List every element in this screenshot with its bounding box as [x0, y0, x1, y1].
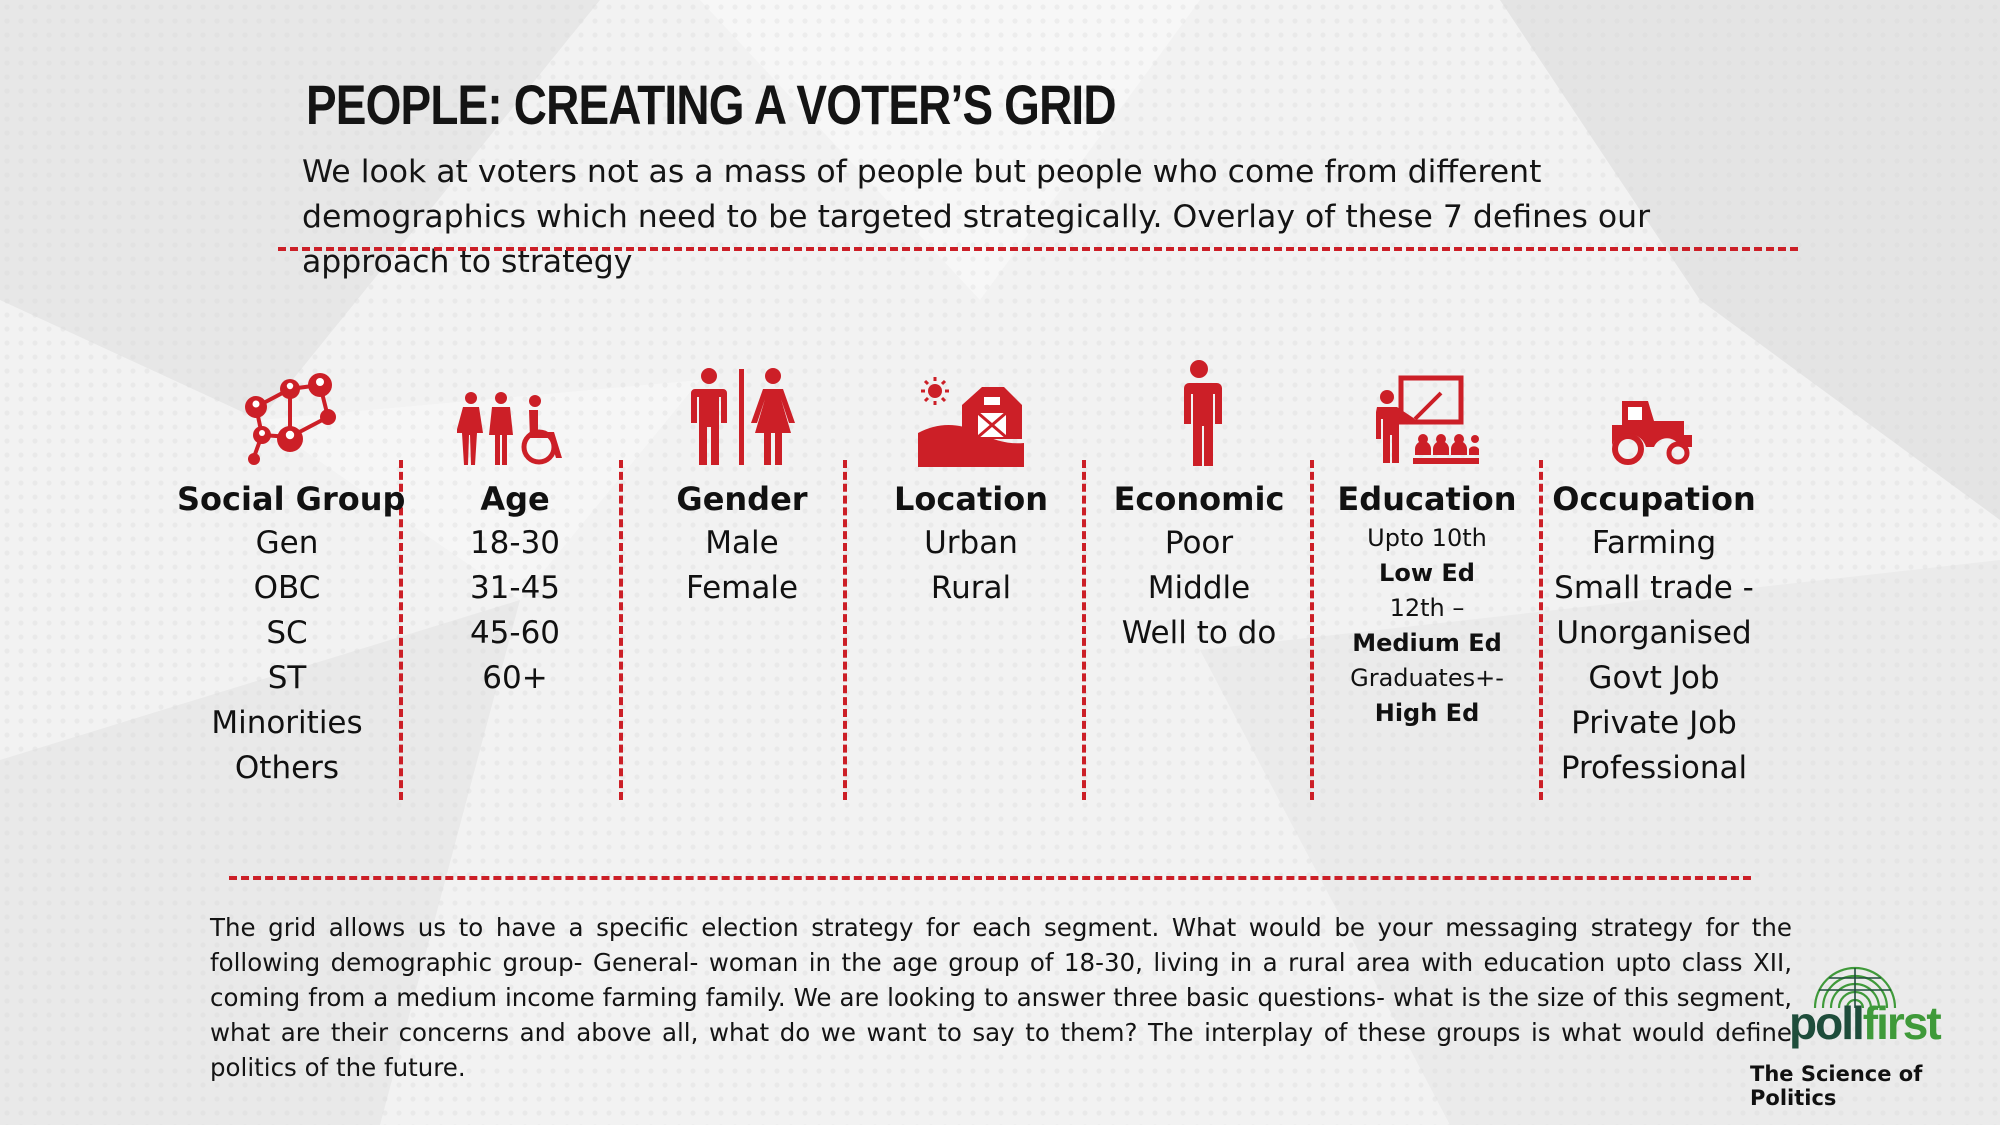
column-occupation [1544, 477, 1764, 791]
list-item: Graduates+- [1350, 664, 1504, 692]
list-item: Gen [255, 525, 319, 561]
list-item: Male [705, 525, 779, 561]
tractor-icon [1544, 357, 1764, 467]
column-divider [1539, 460, 1543, 800]
column-divider [1082, 460, 1086, 800]
list-item: Well to do [1121, 615, 1277, 651]
list-item: Professional [1560, 750, 1748, 786]
column-heading: Location [894, 480, 1048, 518]
network-people-icon [177, 357, 397, 467]
column-heading: Education [1337, 480, 1517, 518]
list-item: Medium Ed [1352, 629, 1502, 657]
list-item: 60+ [482, 660, 548, 696]
list-item: Unorganised [1556, 615, 1752, 651]
logo-text-first: first [1862, 997, 1940, 1049]
list-item: Private Job [1571, 705, 1737, 741]
column-social-group [177, 477, 406, 791]
list-item: 45-60 [469, 615, 561, 651]
list-item: Female [685, 570, 799, 606]
list-item: 18-30 [469, 525, 561, 561]
page-title: PEOPLE: CREATING A VOTER’S GRID [306, 73, 1116, 136]
list-item: 31-45 [469, 570, 561, 606]
brand-tagline: The Science of Politics [1750, 1062, 1923, 1110]
barn-sun-icon [861, 357, 1081, 467]
list-item: High Ed [1374, 699, 1480, 727]
person-icon [1089, 357, 1309, 467]
list-item: ST [267, 660, 307, 696]
list-item: Poor [1164, 525, 1234, 561]
column-heading: Gender [676, 480, 808, 518]
man-woman-icon [632, 357, 852, 467]
list-item: Rural [930, 570, 1012, 606]
list-item: Others [234, 750, 340, 786]
column-location [861, 477, 1081, 611]
top-divider [278, 247, 1798, 251]
column-economic [1089, 477, 1309, 656]
bottom-divider [229, 876, 1751, 880]
list-item: Middle [1147, 570, 1251, 606]
list-item: 12th – [1389, 594, 1465, 622]
pollfirst-logo [1785, 960, 1945, 1060]
list-item: Urban [924, 525, 1018, 561]
column-education [1317, 477, 1537, 731]
subtitle: We look at voters not as a mass of people but people who come from different demographics which need to be targeted strategically. Overlay of these 7 defines our approach to strategy [302, 154, 1651, 280]
logo-text-poll: poll [1789, 997, 1863, 1049]
column-heading: Social Group [177, 480, 406, 518]
list-item: Farming [1591, 525, 1717, 561]
column-heading: Occupation [1552, 480, 1756, 518]
list-item: SC [266, 615, 308, 651]
list-item: Govt Job [1588, 660, 1720, 696]
logo-wordmark [1789, 998, 1940, 1048]
list-item: Low Ed [1379, 559, 1475, 587]
list-item: Minorities [211, 705, 363, 741]
list-item: Upto 10th [1367, 524, 1487, 552]
column-age [405, 477, 625, 701]
list-item: Small trade - [1554, 570, 1754, 606]
column-heading: Age [480, 480, 550, 518]
footer-paragraph: The grid allows us to have a specific election strategy for each segment. What would be your messaging strategy for the following demographic group- General- woman in the age group of 18-30, living in a rural area with education upto class XII, coming from a medium income farming family. We are looking to answer three basic questions- what is the size of this segment, what are their concerns and above all, what do we want to say to them? The interplay of these groups is what would define politics of the future. [210, 913, 1792, 1082]
column-heading: Economic [1113, 480, 1285, 518]
teacher-board-icon [1317, 357, 1537, 467]
family-wheelchair-icon [405, 357, 625, 467]
column-gender [632, 477, 852, 611]
column-divider [1310, 460, 1314, 800]
list-item: OBC [253, 570, 321, 606]
